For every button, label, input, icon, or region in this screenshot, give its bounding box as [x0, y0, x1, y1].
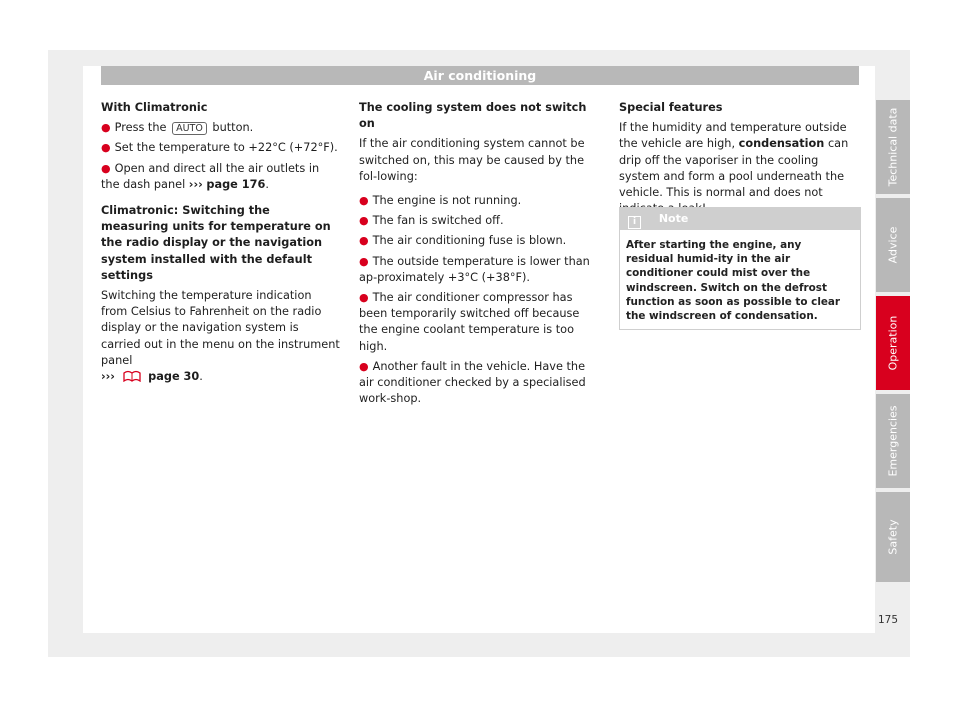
- tab-safety[interactable]: Safety: [876, 492, 910, 582]
- bullet-icon: ●: [359, 359, 369, 373]
- tab-emergencies[interactable]: Emergencies: [876, 394, 910, 488]
- column-2: [359, 100, 599, 411]
- page-number: 175: [878, 614, 899, 626]
- tab-technical-data[interactable]: Technical data: [876, 100, 910, 194]
- bullet-icon: ●: [101, 141, 111, 155]
- note-body: After starting the engine, any residual humid-ity in the air conditioner could mist over the windscreen. Switch on the defrost function as soon as possible to clear the windscreen of condensation.: [626, 239, 841, 323]
- bullet-icon: ●: [101, 121, 111, 135]
- list-item: ● The air conditioning fuse is blown.: [359, 234, 567, 248]
- condensation-term: condensation: [738, 137, 825, 151]
- list-item: ● The engine is not running.: [359, 194, 522, 208]
- bullet-icon: ●: [359, 214, 369, 228]
- climatronic-steps: [101, 120, 341, 193]
- bullet-icon: ●: [359, 234, 369, 248]
- auto-key-icon: AUTO: [172, 122, 207, 135]
- reference-arrow-icon: ›››: [101, 370, 115, 384]
- bullet-icon: ●: [359, 194, 369, 208]
- list-item: ● The fan is switched off.: [359, 214, 504, 228]
- heading-climatronic-units: Climatronic: Switching the measuring units for temperature on the radio display or the navigation system installed with the default settings: [101, 204, 331, 282]
- note-title: Note: [658, 212, 689, 225]
- list-item: ● Another fault in the vehicle. Have the air conditioner checked by a specialised work-shop.: [359, 359, 586, 406]
- tab-operation[interactable]: Operation: [876, 296, 910, 390]
- cooling-causes-list: [359, 193, 599, 407]
- units-paragraph: Switching the temperature indication from Celsius to Fahrenheit on the radio display or the navigation system is carried out in the menu on the instrument panel ››› page 30.: [101, 288, 341, 387]
- list-item: ● Set the temperature to +22°C (+72°F).: [101, 141, 338, 155]
- heading-with-climatronic: With Climatronic: [101, 101, 208, 114]
- section-header: Air conditioning: [101, 66, 859, 85]
- book-icon: [123, 370, 141, 387]
- reference-arrow-icon: ›››: [188, 177, 203, 191]
- special-features-paragraph: If the humidity and temperature outside the vehicle are high, condensation can drip off the vaporiser in the cooling system and form a pool underneath the vehicle. This is normal and does not: [619, 121, 849, 200]
- bullet-icon: ●: [359, 291, 369, 305]
- note-header: [620, 208, 860, 230]
- list-item: ● Open and direct all the air outlets in the dash panel ››› page 176.: [101, 161, 320, 191]
- page-reference-link[interactable]: page 30: [148, 370, 200, 384]
- column-1: [101, 100, 341, 395]
- page-reference-link[interactable]: page 176: [206, 177, 266, 191]
- info-icon: i: [628, 216, 641, 229]
- heading-cooling-system: The cooling system does not switch on: [359, 101, 587, 131]
- list-item: ● The outside temperature is lower than ap-proximately +3°C (+38°F).: [359, 254, 590, 284]
- list-item: ● Press the AUTO button.: [101, 121, 254, 135]
- tab-advice[interactable]: Advice: [876, 198, 910, 292]
- list-item: ● The air conditioner compressor has been temporarily switched off because the engine coolant temperature is too high.: [359, 291, 580, 353]
- cooling-intro: If the air conditioning system cannot be switched on, this may be caused by the fol-lowing:: [359, 137, 585, 183]
- note-box: [619, 207, 861, 330]
- heading-special-features: Special features: [619, 101, 723, 114]
- bullet-icon: ●: [359, 254, 369, 268]
- bullet-icon: ●: [101, 161, 111, 175]
